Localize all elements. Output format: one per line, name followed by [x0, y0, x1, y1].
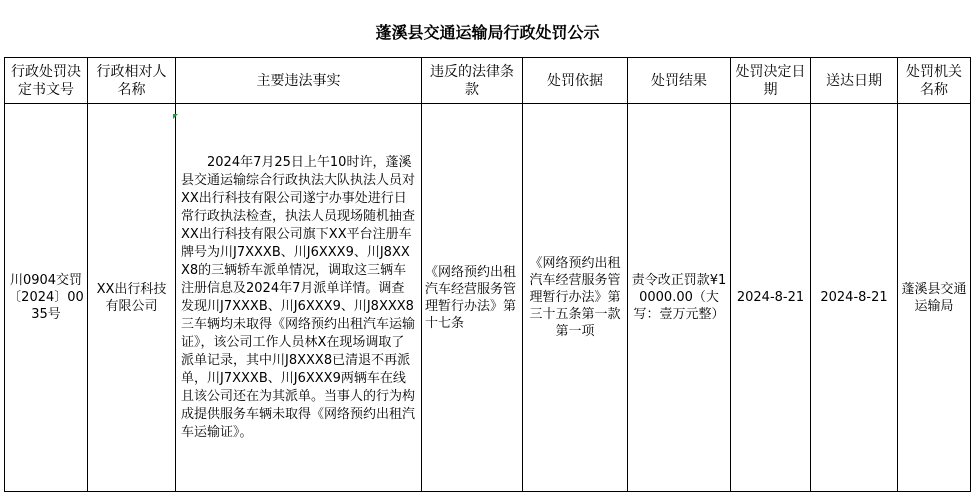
header-facts: 主要违法事实	[176, 58, 422, 104]
cell-delivery-date: 2024-8-21	[811, 104, 898, 492]
cell-basis: 《网络预约出租汽车经营服务管理暂行办法》第三十五条第一款第一项	[523, 104, 628, 492]
header-result: 处罚结果	[628, 58, 731, 104]
header-party: 行政相对人名称	[88, 58, 176, 104]
page-title: 蓬溪县交通运输局行政处罚公示	[5, 7, 971, 58]
cell-facts: 2024年7月25日上午10时许，蓬溪县交通运输综合行政执法大队执法人员对XX出行科技有限公司遂宁办事处进行日常行政执法检查，执法人员现场随机抽查XX出行科技有限公司旗下XX平台注册车牌号为川J7XXXB、川J6XXX9、川J8XXX8的三辆轿车派单情况，调取这三辆车注册信息及2024年7月派单详情。调查发现川J7XXXB、川J6XXX9、川J8XXX8三车辆均未取得《网络预约出租汽车运输证》，该公司工作人员林X在现场调取了派单记录，其中川J8XXX8已清退不再派单，川J7XXXB、川J6XXX9两辆车在线且该公司还在为其派单。当事人的行为构成提供服务车辆未取得《网络预约出租汽车运输证》。	[176, 104, 422, 492]
penalty-table	[4, 6, 971, 492]
header-row	[5, 58, 971, 104]
table-row	[5, 104, 971, 492]
header-decision-date: 处罚决定日期	[731, 58, 811, 104]
cell-party: XX出行科技有限公司	[88, 104, 176, 492]
cell-decision-date: 2024-8-21	[731, 104, 811, 492]
header-violated-clause: 违反的法律条款	[422, 58, 523, 104]
cell-doc-no: 川0904交罚〔2024〕0035号	[5, 104, 88, 492]
comment-corner-marker	[173, 114, 178, 119]
header-basis: 处罚依据	[523, 58, 628, 104]
header-doc-no: 行政处罚决定书文号	[5, 58, 88, 104]
cell-violated-clause: 《网络预约出租汽车经营服务管理暂行办法》第十七条	[422, 104, 523, 492]
header-authority: 处罚机关名称	[898, 58, 971, 104]
cell-authority: 蓬溪县交通运输局	[898, 104, 971, 492]
cell-result: 责令改正罚款¥10000.00（大写：壹万元整）	[628, 104, 731, 492]
header-delivery-date: 送达日期	[811, 58, 898, 104]
